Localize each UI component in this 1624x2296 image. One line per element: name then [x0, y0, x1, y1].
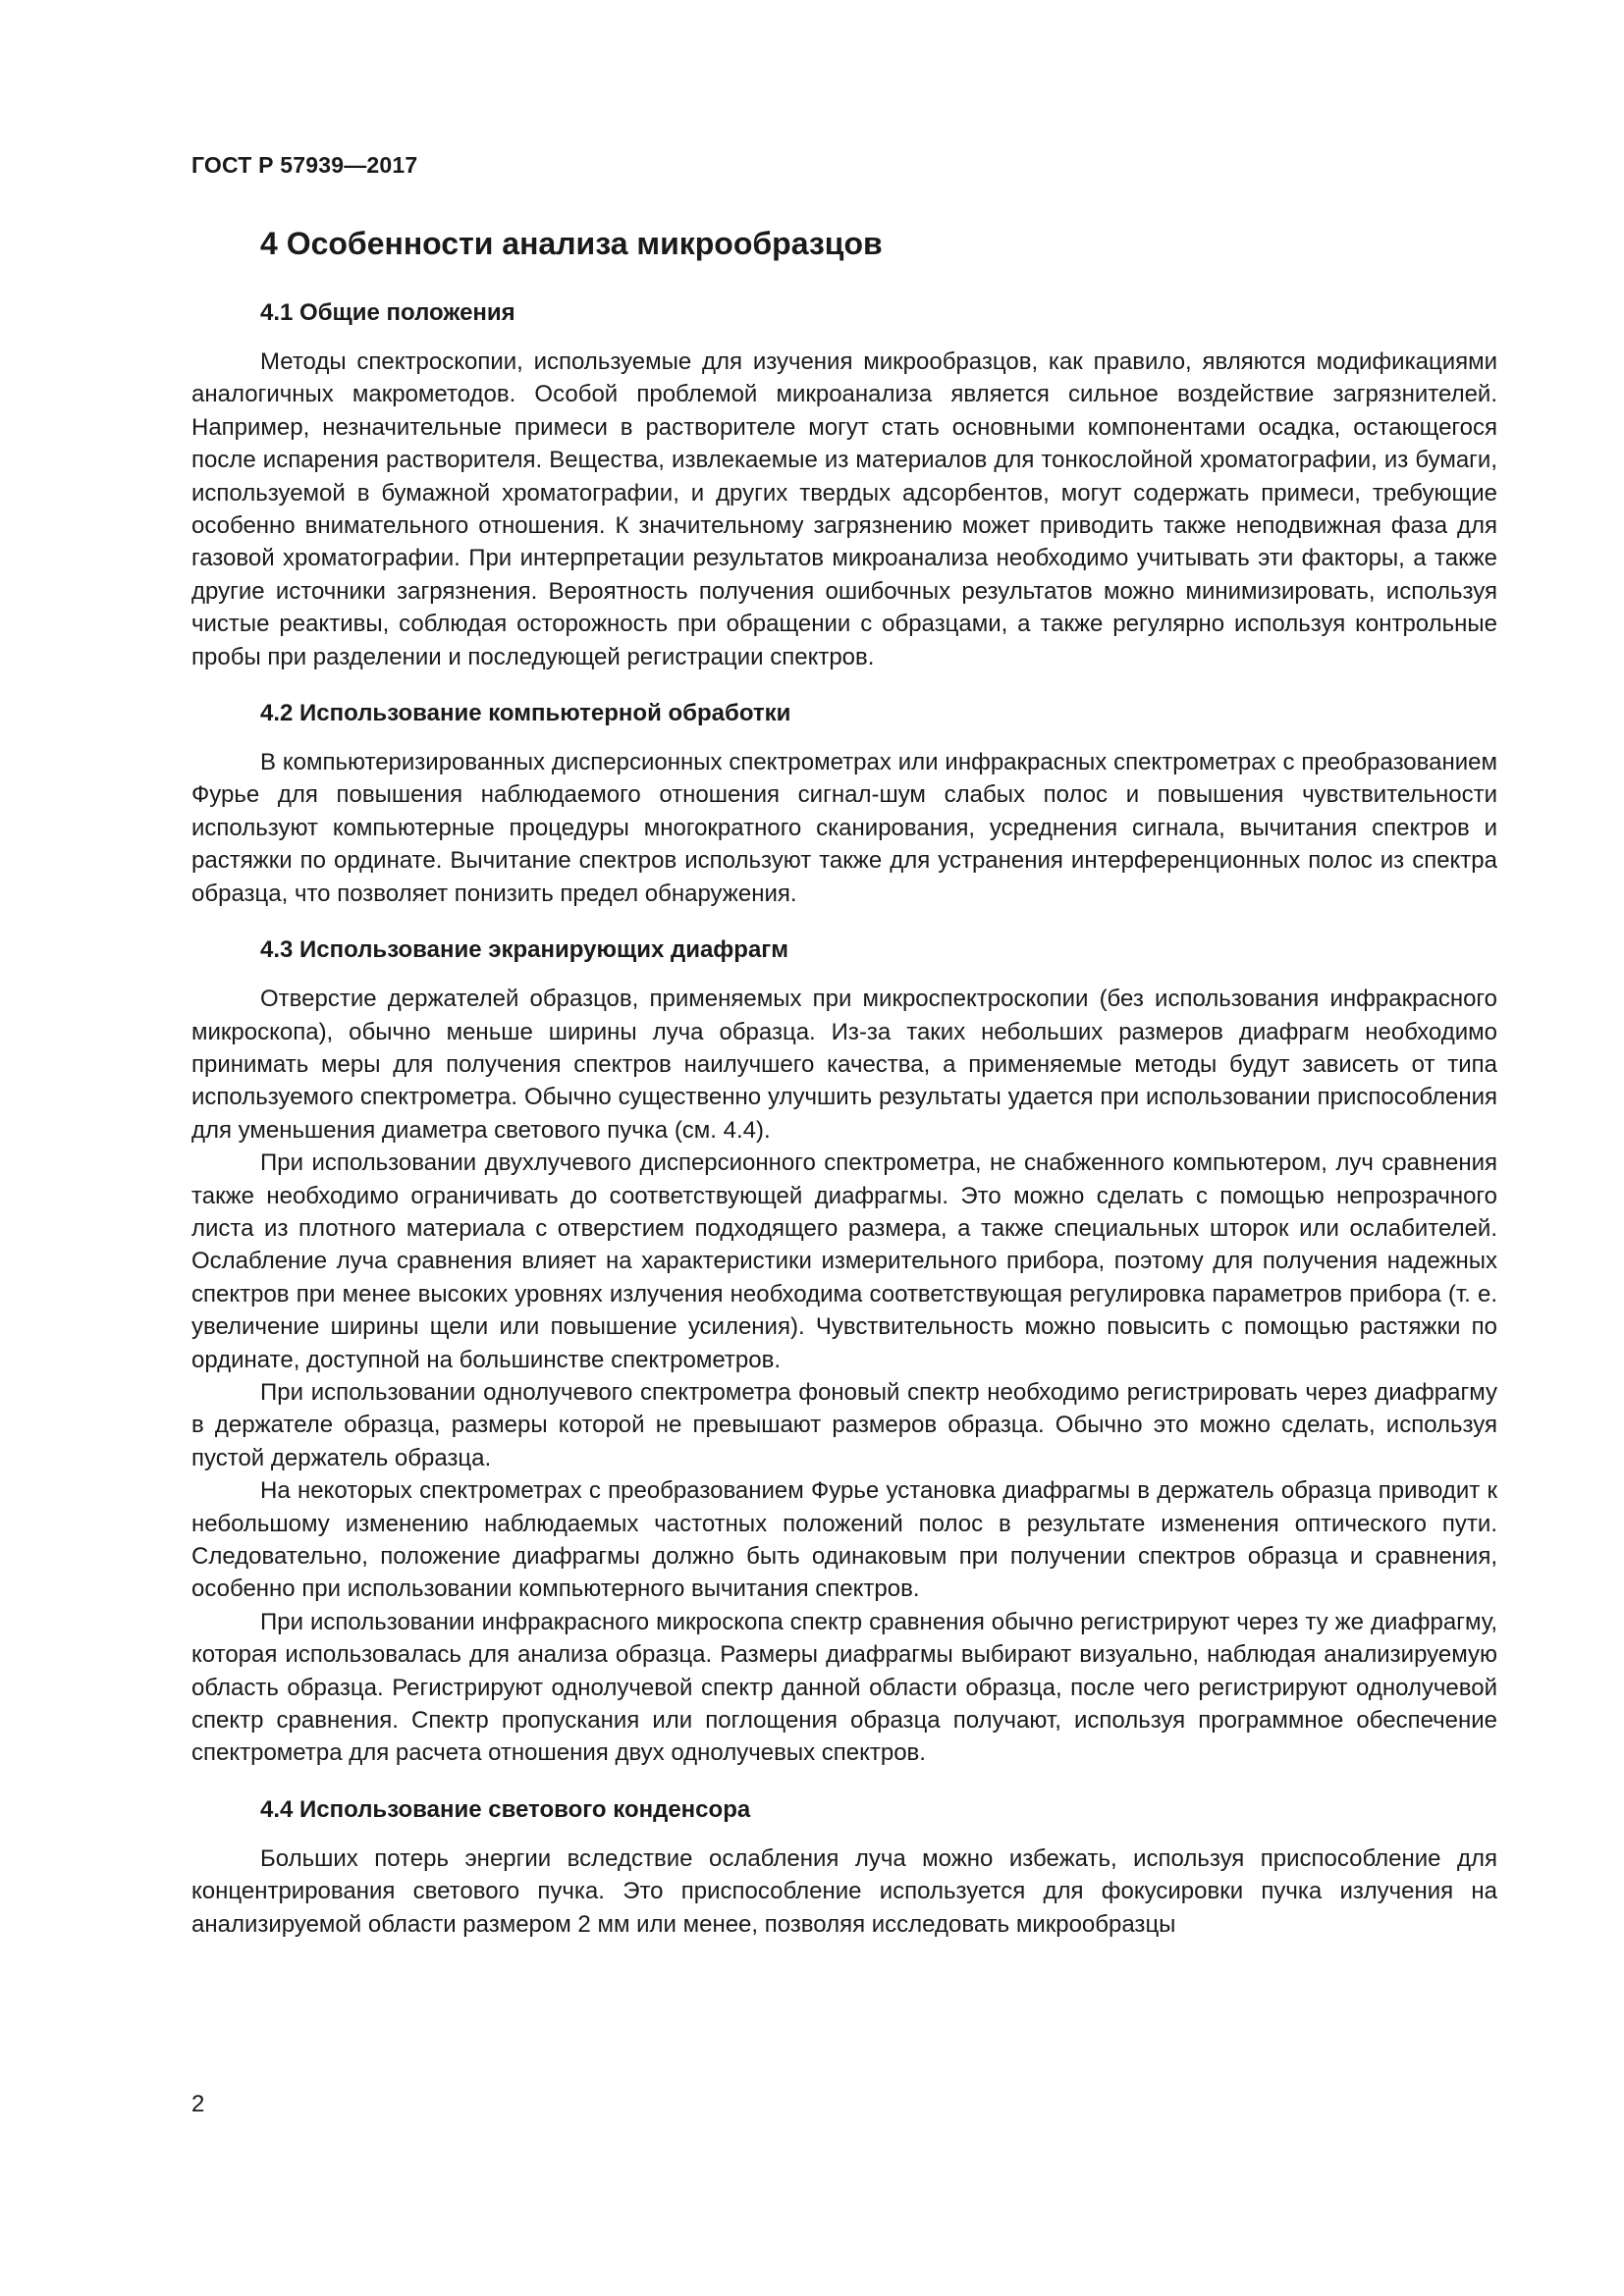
paragraph: При использовании инфракрасного микроскопа спектр сравнения обычно регистрируют через ту же диафрагму, которая использовалась для анализа образца. Размеры диафрагмы выбирают визуально, наблюдая анализируемую область образца. Регистрируют однолучевой спектр данной области образца, после чего регистрируют однолучевой спектр сравнения. Спектр пропускания или поглощения образца получают, используя программное обеспечение спектрометра для расчета отношения двух однолучевых спектров. — [191, 1608, 1497, 1767]
paragraph: В компьютеризированных дисперсионных спектрометрах или инфракрасных спектрометрах с преобразованием Фурье для повышения наблюдаемого отношения сигнал-шум слабых полос и повышения чувствительности используют компьютерные процедуры многократного сканирования, усреднения сигнала, вычитания спектров и растяжки по ординате. Вычитание спектров используют также для устранения интерференционных полос из спектра образца, что позволяет понизить предел обнаружения. — [191, 749, 1497, 907]
section-title: 4 Особенности анализа микрообразцов — [260, 226, 883, 261]
subsection-title-4-4: 4.4 Использование светового конденсора — [260, 1795, 751, 1823]
subsection-title-4-1: 4.1 Общие положения — [260, 299, 515, 326]
subsection-title-4-2: 4.2 Использование компьютерной обработки — [260, 700, 791, 727]
paragraph: На некоторых спектрометрах с преобразованием Фурье установка диафрагмы в держатель образца приводит к небольшому изменению наблюдаемых частотных положений полос в результате изменения оптического пути. Следовательно, положение диафрагмы должно быть одинаковым при получении спектров образца и сравнения, особенно при использовании компьютерного вычитания спектров. — [191, 1477, 1497, 1603]
paragraph: При использовании двухлучевого дисперсионного спектрометра, не снабженного компьютером, луч сравнения также необходимо ограничивать до соответствующей диафрагмы. Это можно сделать с помощью непрозрачного листа из плотного материала с отверстием подходящего размера, а также специальных шторок или ослабителей. Ослабление луча сравнения влияет на характеристики измерительного прибора, поэтому для получения надежных спектров при менее высоких уровнях излучения необходима соответствующая регулировка параметров прибора (т. е. увеличение ширины щели или повышение усиления). Чувствительность можно повысить с помощью растяжки по ординате, доступной на большинстве спектрометров. — [191, 1149, 1497, 1373]
paragraph: При использовании однолучевого спектрометра фоновый спектр необходимо регистрировать через диафрагму в держателе образца, размеры которой не превышают размеров образца. Обычно это можно сделать, используя пустой держатель образца. — [191, 1378, 1497, 1471]
document-code: ГОСТ Р 57939—2017 — [191, 152, 418, 178]
page-number: 2 — [191, 2091, 205, 2117]
page-content — [191, 218, 1497, 1941]
paragraph: Отверстие держателей образцов, применяемых при микроспектроскопии (без использования инфракрасного микроскопа), обычно меньше ширины луча образца. Из-за таких небольших размеров диафрагм необходимо принимать меры для получения спектров наилучшего качества, а применяемые методы будут зависеть от типа используемого спектрометра. Обычно существенно улучшить результаты удается при использовании приспособления для уменьшения диаметра светового пучка (см. 4.4). — [191, 986, 1497, 1144]
paragraph: Методы спектроскопии, используемые для изучения микрообразцов, как правило, являются модификациями аналогичных макрометодов. Особой проблемой микроанализа является сильное воздействие загрязнителей. Например, незначительные примеси в растворителе могут стать основными компонентами осадка, остающегося после испарения растворителя. Вещества, извлекаемые из материалов для тонкослойной хроматографии, из бумаги, используемой в бумажной хроматографии, и других твердых адсорбентов, могут содержать примеси, требующие особенно внимательного отношения. К значительному загрязнению может приводить также неподвижная фаза для газовой хроматографии. При интерпретации результатов микроанализа необходимо учитывать эти факторы, а также другие источники загрязнения. Вероятность получения ошибочных результатов можно минимизировать, используя чистые реактивы, соблюдая осторожность при обращении с образцами, а также регулярно используя контрольные пробы при разделении и последующей регистрации спектров. — [191, 348, 1497, 670]
subsection-title-4-3: 4.3 Использование экранирующих диафрагм — [260, 936, 789, 964]
paragraph: Больших потерь энергии вследствие ослабления луча можно избежать, используя приспособление для концентрирования светового пучка. Это приспособление используется для фокусировки пучка излучения на анализируемой области размером 2 мм или менее, позволяя исследовать микрообразцы — [191, 1844, 1497, 1938]
